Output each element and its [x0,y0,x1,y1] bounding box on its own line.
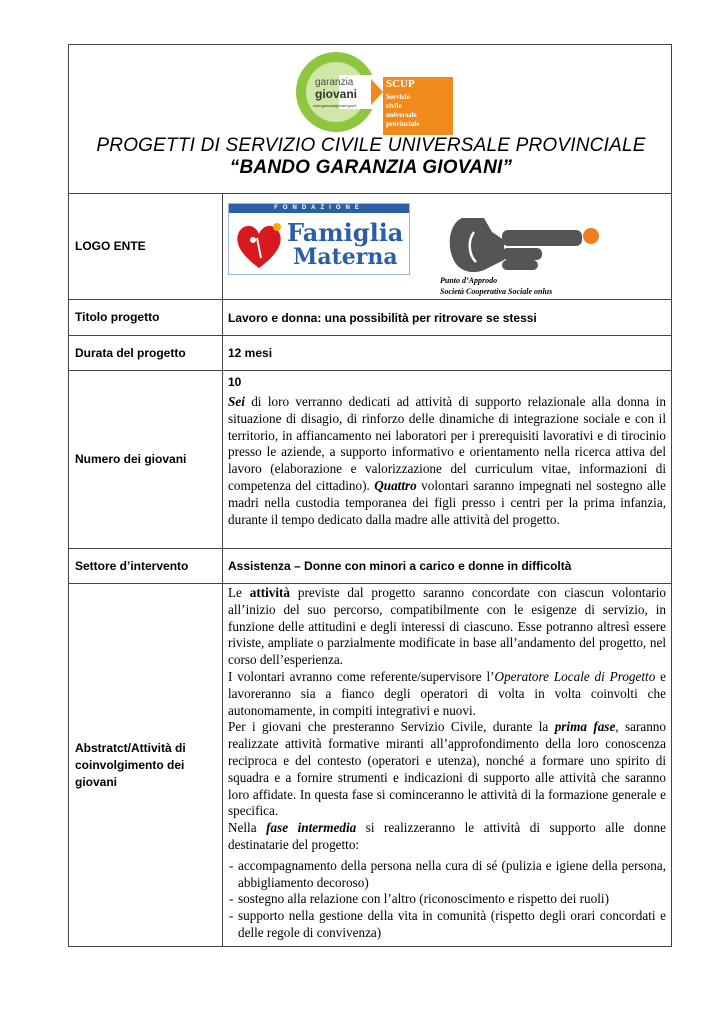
scup-line: civile [386,102,402,110]
row-label: Numero dei giovani [69,371,223,549]
header-cell [68,44,672,194]
scup-title: SCUP [386,78,415,90]
gg-word2: giovani [315,87,358,101]
ente-logos [228,196,666,298]
table-row-settore [69,549,672,584]
scup-line: Servizio [386,93,411,101]
row-value: 12 mesi [223,336,672,371]
abstract-paragraph [228,719,666,820]
list-item: - sostegno alla relazione con l’altro (riconoscimento e rispetto dei ruoli) [228,891,666,908]
text-run: e lavoreranno sia a fianco degli operatori di volta in volta coinvolti che autonomamente, in compiti integrativi e nuovi. [228,668,666,718]
text-run: si realizzeranno le attività di supporto alle donne destinatarie del progetto: [228,820,666,852]
text-run: Per i giovani che presteranno Servizio Civile, durante la [228,719,555,735]
page-title: PROGETTI DI SERVIZIO CIVILE UNIVERSALE PROVINCIALE [96,135,646,156]
row-label: Settore d’intervento [69,549,223,584]
fm-word2: Materna [293,243,398,270]
numero-cell [223,371,672,549]
punto-approdo-subcaption: Società Cooperativa Sociale onlus [440,286,553,296]
abstract-paragraph [228,820,666,854]
table-row-durata [69,336,672,371]
table-row-titolo [69,300,672,336]
row-value: Lavoro e donna: una possibilità per ritrovare se stessi [223,300,672,336]
famiglia-materna-logo [228,203,410,275]
fm-word1: Famiglia [287,217,404,247]
text-run: Le [228,585,250,600]
logo-ente-cell [223,194,672,300]
numero-count: 10 [228,375,242,389]
row-label: Durata del progetto [69,336,223,371]
text-run: Nella [228,820,267,836]
abstract-paragraph [228,669,666,719]
text-run-bold-italic: fase intermedia [266,820,357,836]
numero-quattro: Quattro [374,477,417,493]
table-row-abstract [69,584,672,947]
text-run-italic: Operatore Locale di Progetto [494,668,656,684]
list-item: - supporto nella gestione della vita in comunità (rispetto degli orari concordati e delle regole di convivenza) [228,908,666,942]
row-label: Abstratct/Attività di coinvolgimento dei giovani [69,584,223,947]
numero-sei: Sei [228,394,245,409]
text-run-bold: attività [249,585,291,600]
project-table [68,193,672,947]
header-logos [293,49,453,135]
table-row-logo-ente [69,194,672,300]
punto-approdo-logo [444,210,604,276]
numero-text2: volontari saranno impegnati nel sostegno alle madri nella custodia temporanea dei figli presso i centri per la prima infanzia, durante il tempo dedicato dalla madre alle attività del progetto. [228,477,666,527]
garanzia-giovani-logo [293,49,383,135]
row-value: Assistenza – Donne con minori a carico e donne in difficoltà [223,549,672,584]
list-item: - accompagnamento della persona nella cura di sé (pulizia e igiene della persona, abbigliamento decoroso) [228,858,666,892]
activity-list [228,858,666,942]
punto-approdo-caption: Punto d’Approdo [440,275,498,285]
numero-description [228,394,666,528]
table-row-numero [69,371,672,549]
text-run: previste dal progetto saranno concordate con ciascun volontario all’inizio del suo percorso, compatibilmente con le esigenze di servizio, in funzione delle attitudini e degli interessi di ciascuno. Esse potranno altresì essere riviste, ampliate o parzialmente modificate in base all’andamento del progetto, nel corso dell’esperienza. [228,585,666,668]
numero-text1: di loro verranno dedicati ad attività di supporto relazionale alla donna in situazione di disagio, di rinforzo delle dinamiche di integrazione sociale e con il territorio, in affiancamento nei laboratori per i prerequisiti lavorativi e di tirocinio presso le aziende, a supporto informativo e orientamento nella ricerca attiva del lavoro (elaborazione e valorizzazione del curriculum vitae, informazioni di competenza del cittadino). [228,394,666,493]
gg-word1: garanzia [315,77,354,88]
scup-line: provinciale [386,120,420,128]
heart-icon [233,218,285,272]
text-run: , saranno realizzate attività formative miranti all’approfondimento della loro conoscenza reciproca e del contesto (operatori e utenza), nonché a formare uno spirito di squadra e a fornire strumenti e indicazioni di supporto alle attività che saranno loro affidate. In questa fase si cominceranno le attività di la formazione generale e specifica. [228,719,666,819]
fm-top-text: FONDAZIONE [229,204,409,213]
abstract-cell [223,584,672,947]
scup-logo [383,77,453,135]
row-label: LOGO ENTE [69,194,223,300]
abstract-paragraph [228,585,666,669]
page-subtitle: “BANDO GARANZIA GIOVANI” [229,157,513,178]
text-run-bold-italic: prima fase [554,719,616,735]
scup-line: universale [386,111,417,119]
gg-url: www.garanziagiovani.gov.it [313,104,357,108]
row-label: Titolo progetto [69,300,223,336]
text-run: I volontari avranno come referente/supervisore l’ [228,668,495,684]
